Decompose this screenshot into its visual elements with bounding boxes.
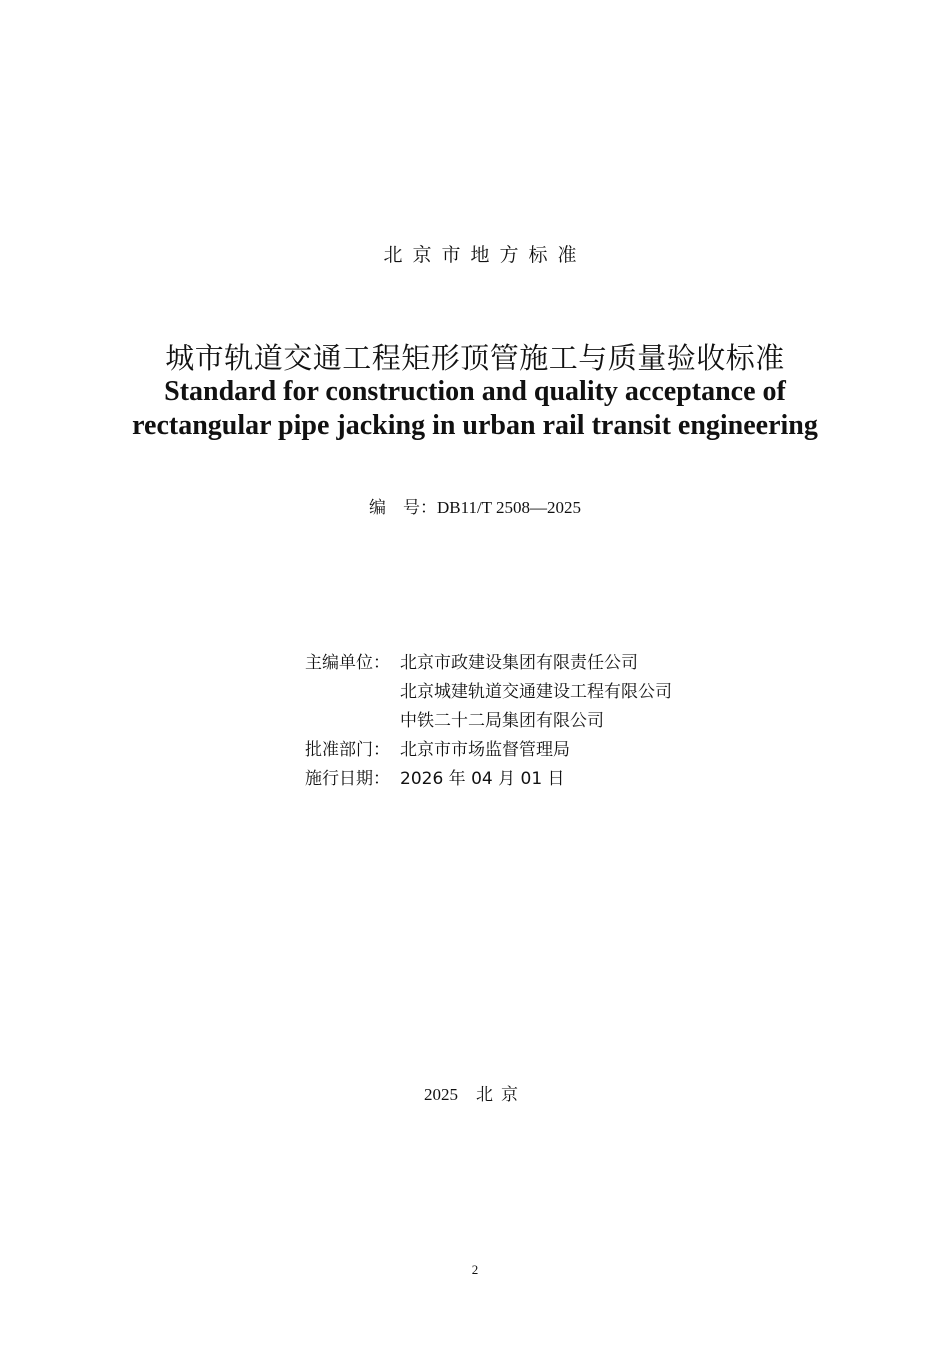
- info-row-editor-2: [305, 681, 672, 710]
- publication-year: 2025: [424, 1085, 458, 1104]
- info-label-spacer: [305, 681, 400, 710]
- info-row-editor-3: [305, 710, 672, 739]
- effective-date-label: 施行日期：: [305, 769, 390, 789]
- standard-code-value: DB11/T 2508—2025: [436, 498, 582, 517]
- info-block: [305, 652, 672, 797]
- info-row-editor-1: [305, 652, 672, 681]
- publication-city: 北京: [476, 1085, 526, 1105]
- info-row-effective: [305, 768, 672, 797]
- editor-unit-2: 北京城建轨道交通建设工程有限公司: [400, 682, 672, 702]
- title-english-line-1: Standard for construction and quality acceptance of: [164, 376, 786, 407]
- title-chinese: 城市轨道交通工程矩形顶管施工与质量验收标准: [165, 341, 785, 375]
- editor-label: 主编单位：: [305, 653, 390, 673]
- editor-unit-1: 北京市政建设集团有限责任公司: [400, 653, 638, 673]
- info-row-approval: [305, 739, 672, 768]
- standard-category: 北京市地方标准: [383, 244, 587, 266]
- effective-date: 2026 年 04 月 01 日: [400, 769, 565, 789]
- standard-code-label: 编 号：: [368, 498, 437, 518]
- page-number: 2: [471, 1262, 479, 1277]
- editor-unit-3: 中铁二十二局集团有限公司: [400, 711, 604, 731]
- approval-label: 批准部门：: [305, 740, 390, 760]
- approval-department: 北京市市场监督管理局: [400, 740, 570, 760]
- publication-line: [0, 1080, 950, 1105]
- standard-code: [0, 493, 950, 518]
- title-english-line-2: rectangular pipe jacking in urban rail transit engineering: [132, 410, 818, 441]
- info-label-spacer: [305, 710, 400, 739]
